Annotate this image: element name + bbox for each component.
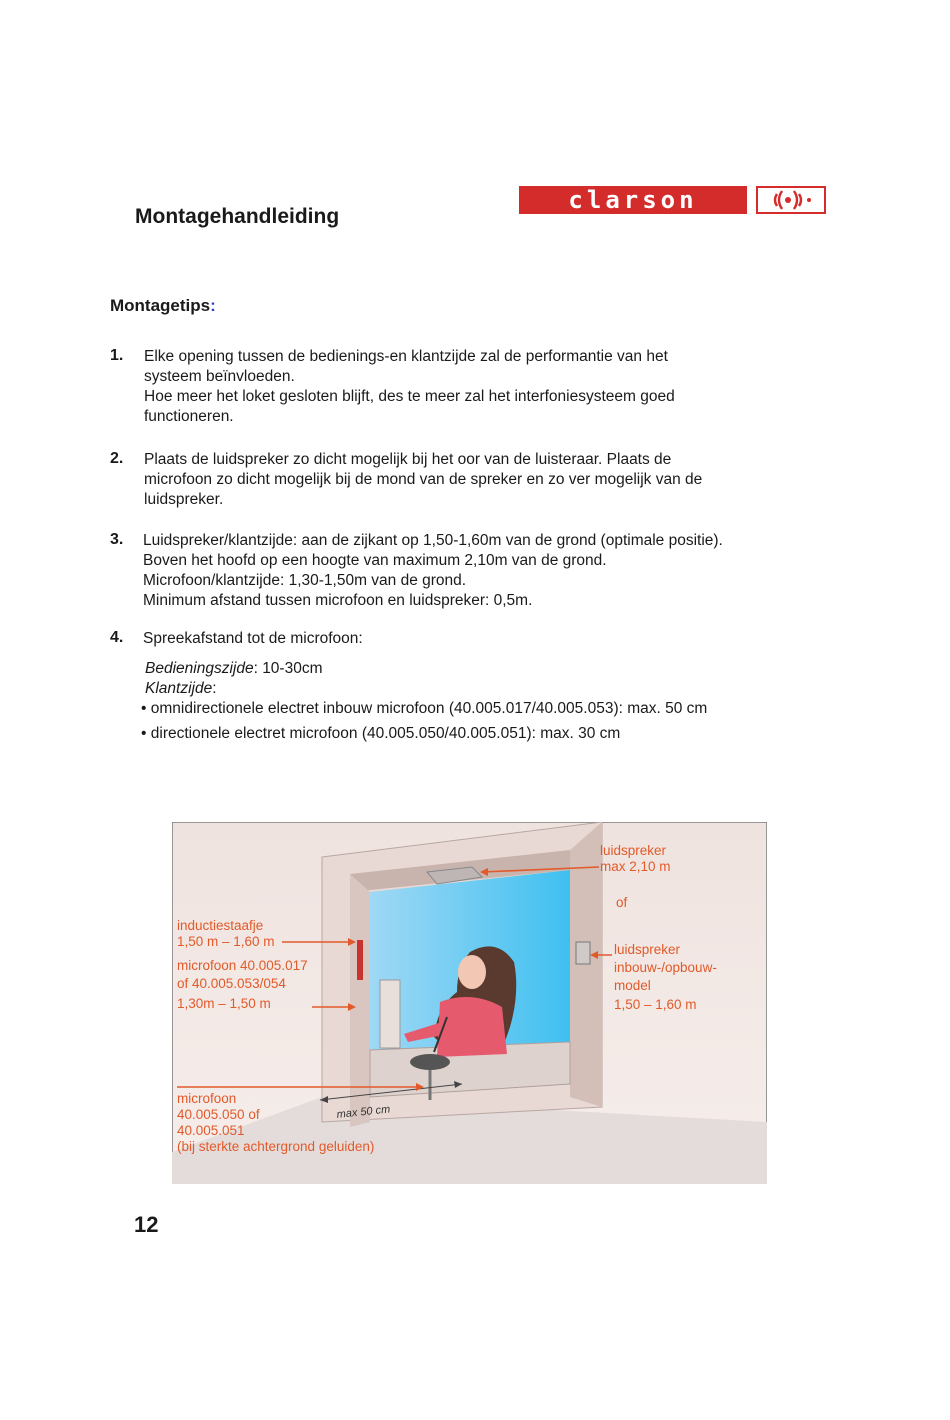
label-inductie-2: 1,50 m – 1,60 m: [177, 934, 275, 949]
text-line: Microfoon/klantzijde: 1,30-1,50m van de grond.: [143, 572, 467, 589]
label-mic-1: microfoon 40.005.017: [177, 958, 308, 973]
text-line: Minimum afstand tussen microfoon en luidspreker: 0,5m.: [143, 592, 533, 609]
label-speaker-top-2: max 2,10 m: [600, 859, 671, 874]
item-number: 2.: [110, 450, 124, 467]
distance-label: max 50 cm: [336, 1103, 391, 1121]
label-mic-2: of 40.005.053/054: [177, 976, 286, 991]
label-speaker-side-2: inbouw-/opbouw-: [614, 960, 717, 975]
item-2-text: [144, 450, 702, 510]
klant-line: [145, 679, 217, 699]
logo-text: clarson: [568, 186, 698, 214]
item-number: 1.: [110, 347, 124, 364]
text-line: functioneren.: [144, 408, 234, 425]
page-title: Montagehandleiding: [135, 205, 340, 228]
item-number: 3.: [110, 531, 124, 548]
text-line: Elke opening tussen de bedienings-en klantzijde zal de performantie van het: [144, 348, 668, 365]
bediening-line: [145, 659, 323, 679]
label-mic-3: 1,30m – 1,50 m: [177, 996, 271, 1011]
text-line: microfoon zo dicht mogelijk bij de mond van de spreker en zo ver mogelijk van de: [144, 471, 703, 488]
bullet-icon: •: [141, 700, 147, 717]
text-line: systeem beïnvloeden.: [144, 368, 295, 385]
side-speaker: [576, 942, 590, 964]
bullet-text: omnidirectionele electret inbouw microfoon (40.005.017/40.005.053): max. 50 cm: [150, 700, 708, 717]
bullet-text: directionele electret microfoon (40.005.050/40.005.051): max. 30 cm: [150, 725, 621, 742]
label-speaker-side-4: 1,50 – 1,60 m: [614, 997, 697, 1012]
person-face: [458, 955, 486, 989]
bediening-value: : 10-30cm: [253, 660, 323, 677]
section-title: [110, 296, 216, 316]
section-title-text: Montagetips: [110, 296, 211, 315]
induction-bar: [357, 940, 363, 980]
label-mic2-1: microfoon: [177, 1091, 237, 1106]
list-item: [141, 724, 620, 744]
person-body: [437, 997, 507, 1057]
page-number: 12: [134, 1212, 159, 1237]
desk-microphone: [410, 1054, 450, 1070]
label-inductie-1: inductiestaafje: [177, 918, 264, 933]
bullet-icon: •: [141, 725, 147, 742]
text-line: Boven het hoofd op een hoogte van maximum 2,10m van de grond.: [143, 552, 607, 569]
label-speaker-side-3: model: [614, 978, 651, 993]
list-item: [141, 699, 707, 719]
klant-label: Klantzijde: [145, 680, 213, 697]
label-of: of: [616, 895, 628, 910]
item-1-text: [144, 347, 675, 427]
item-3-text: [143, 531, 723, 611]
label-speaker-side-1: luidspreker: [614, 942, 681, 957]
text-line: luidspreker.: [144, 491, 224, 508]
bediening-label: Bedieningszijde: [145, 660, 254, 677]
installation-illustration: [172, 822, 767, 1184]
item-number: 4.: [110, 629, 124, 646]
label-mic2-2: 40.005.050 of: [177, 1107, 260, 1122]
text-line: Luidspreker/klantzijde: aan de zijkant op 1,50-1,60m van de grond (optimale positie).: [143, 532, 723, 549]
item-4-text: Spreekafstand tot de microfoon:: [143, 630, 363, 647]
label-mic2-3: 40.005.051: [177, 1123, 245, 1138]
klant-colon: :: [212, 680, 217, 697]
section-title-colon: :: [210, 296, 216, 315]
text-line: Plaats de luidspreker zo dicht mogelijk bij het oor van de luisteraar. Plaats de: [144, 451, 672, 468]
text-line: Hoe meer het loket gesloten blijft, des te meer zal het interfoniesysteem goed: [144, 388, 675, 405]
label-speaker-top-1: luidspreker: [600, 843, 667, 858]
label-mic2-4: (bij sterkte achtergrond geluiden): [177, 1139, 375, 1154]
clarson-logo: [519, 186, 826, 214]
